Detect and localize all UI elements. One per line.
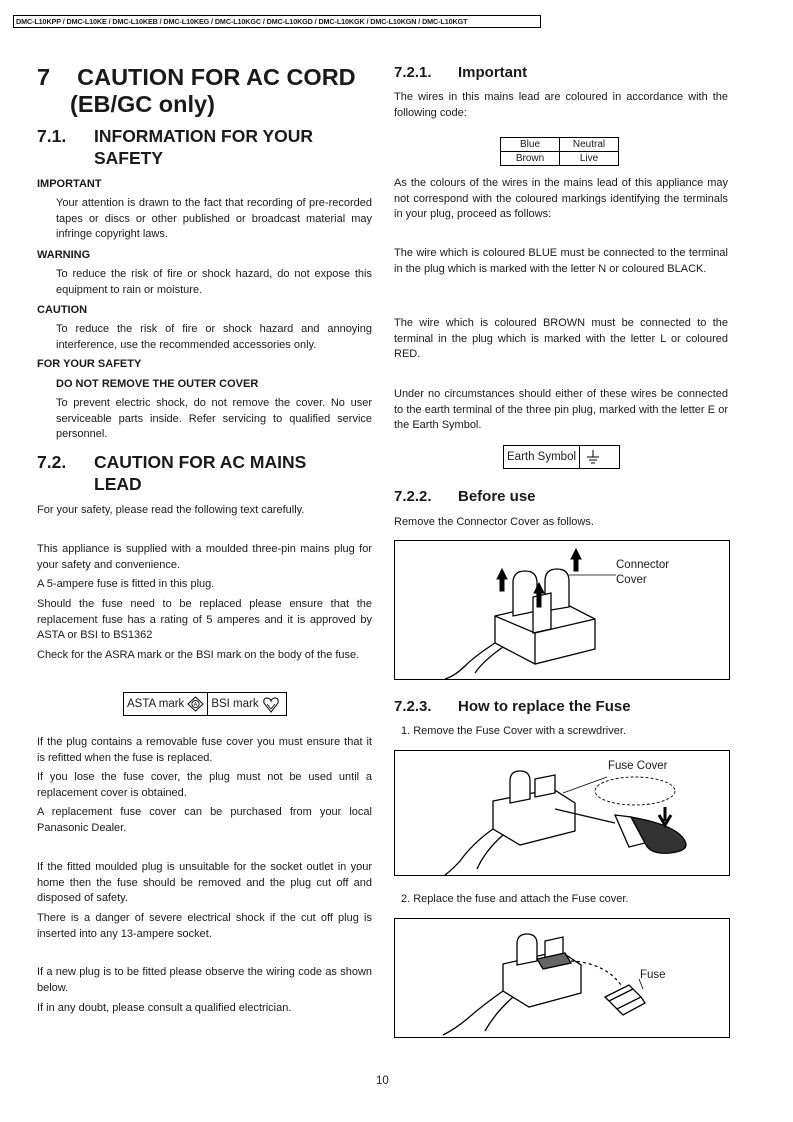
bsi-mark (208, 693, 282, 715)
connector-label-line2: Cover (616, 574, 647, 586)
plug-connector-illustration (395, 541, 729, 679)
warning-text: To reduce the risk of fire or shock hazard, do not expose this equipment to rain or moisture. (56, 268, 372, 296)
section-7-1-title-line1: INFORMATION FOR YOUR (94, 126, 314, 146)
table-row (501, 138, 619, 152)
lead-p9: There is a danger of severe electrical shock if the cut off plug is inserted into any 13-ampere socket. (37, 912, 372, 940)
lead-p11: If in any doubt, please consult a qualified electrician. (37, 1002, 292, 1014)
fuse-insert-illustration (395, 919, 729, 1037)
section-title-line2: (EB/GC only) (70, 91, 215, 117)
before-use-text: Remove the Connector Cover as follows. (394, 516, 594, 528)
lead-p1: This appliance is supplied with a moulded three-pin mains plug for your safety and convenience. (37, 543, 372, 571)
table-cell: Brown (501, 152, 560, 166)
earth-ground-icon (585, 449, 601, 465)
wires-p2: As the colours of the wires in the mains lead of this appliance may not correspond with the coloured markings identifying the terminals in your plug, proceed as follows: (394, 177, 728, 221)
screwdriver-plug-illustration (395, 751, 729, 875)
fuse-step-1: 1. Remove the Fuse Cover with a screwdriver. (401, 725, 626, 737)
lead-p5: If the plug contains a removable fuse cover you must ensure that it is refitted when the fuse is replaced. (37, 736, 372, 764)
asta-mark (124, 693, 207, 715)
earth-symbol (580, 446, 606, 468)
model-header: DMC-L10KPP / DMC-L10KE / DMC-L10KEB / DMC-L10KEG / DMC-L10KGC / DMC-L10KGD / DMC-L10KGK / DMC-L10KGN / DMC-L10KGT (13, 15, 541, 28)
wire-colour-table (500, 137, 619, 166)
cover-label: DO NOT REMOVE THE OUTER COVER (56, 378, 259, 390)
fuse-label: Fuse (640, 969, 666, 981)
section-7-2-title-line2: LEAD (94, 474, 142, 494)
wires-intro: The wires in this mains lead are coloured in accordance with the following code: (394, 91, 728, 119)
bsi-kitemark-icon (262, 696, 280, 713)
fuse-marks-box (123, 692, 287, 716)
table-cell: Live (560, 152, 619, 166)
table-cell: Neutral (560, 138, 619, 152)
lead-p7: A replacement fuse cover can be purchased from your local Panasonic Dealer. (37, 806, 372, 834)
section-7-1-title-line2: SAFETY (94, 148, 164, 168)
section-7-2-3-number: 7.2.3. (394, 698, 432, 715)
section-7-heading (37, 64, 356, 91)
section-7-2-number: 7.2. (37, 452, 67, 472)
warning-label: WARNING (37, 249, 91, 261)
safety-label: FOR YOUR SAFETY (37, 358, 142, 370)
section-title-line1: CAUTION FOR AC CORD (77, 64, 356, 90)
fuse-cover-removal-figure (394, 750, 730, 876)
section-7-2-2-title: Before use (458, 488, 536, 505)
lead-p2: A 5-ampere fuse is fitted in this plug. (37, 578, 215, 590)
section-7-2-1-number: 7.2.1. (394, 64, 432, 81)
connector-label-line1: Connector (616, 559, 670, 571)
wires-p3: The wire which is coloured BLUE must be connected to the terminal in the plug which is marked with the letter N or coloured BLACK. (394, 247, 728, 275)
lead-p10: If a new plug is to be fitted please observe the wiring code as shown below. (37, 966, 372, 994)
section-7-2-title-line1: CAUTION FOR AC MAINS (94, 452, 307, 472)
earth-symbol-box (503, 445, 620, 469)
lead-p8: If the fitted moulded plug is unsuitable for the socket outlet in your home then the fuse should be removed and the plug cut off and disposed of safety. (37, 861, 372, 905)
fuse-step-2: 2. Replace the fuse and attach the Fuse cover. (401, 893, 629, 905)
bsi-mark-label: BSI mark (211, 698, 259, 710)
section-7-2-3-title: How to replace the Fuse (458, 698, 631, 715)
lead-p4: Check for the ASRA mark or the BSI mark on the body of the fuse. (37, 649, 360, 661)
fuse-replace-figure (394, 918, 730, 1038)
cover-text: To prevent electric shock, do not remove the cover. No user serviceable parts inside. Refer servicing to qualified service personnel. (56, 397, 372, 441)
table-cell: Blue (501, 138, 560, 152)
section-number: 7 (37, 64, 51, 90)
important-text: Your attention is drawn to the fact that recording of pre-recorded tapes or discs or other published or broadcast material may infringe copyright laws. (56, 197, 372, 241)
asta-mark-icon (187, 696, 204, 712)
wires-p5: Under no circumstances should either of these wires be connected to the earth terminal of the three pin plug, marked with the letter E or the Earth Symbol. (394, 388, 728, 432)
section-7-2-2-number: 7.2.2. (394, 488, 432, 505)
wires-p4: The wire which is coloured BROWN must be connected to the terminal in the plug which is marked with the letter L or coloured RED. (394, 317, 728, 361)
page-number: 10 (376, 1075, 389, 1087)
lead-p3: Should the fuse need to be replaced please ensure that the replacement fuse has a rating of 5 amperes and it is approved by ASTA or BSI to BS1362 (37, 598, 372, 642)
caution-text: To reduce the risk of fire or shock hazard and annoying interference, use the recommended accessories only. (56, 323, 372, 351)
important-label: IMPORTANT (37, 178, 102, 190)
fuse-cover-label: Fuse Cover (608, 760, 668, 772)
connector-cover-figure (394, 540, 730, 680)
earth-symbol-label: Earth Symbol (507, 451, 577, 463)
table-row (501, 152, 619, 166)
caution-label: CAUTION (37, 304, 88, 316)
lead-p6: If you lose the fuse cover, the plug must not be used until a replacement cover is obtained. (37, 771, 372, 799)
lead-intro: For your safety, please read the following text carefully. (37, 504, 305, 516)
asta-mark-label: ASTA mark (127, 698, 185, 710)
section-7-2-1-title: Important (458, 64, 528, 81)
svg-text:A: A (194, 702, 198, 708)
section-7-1-number: 7.1. (37, 126, 67, 146)
